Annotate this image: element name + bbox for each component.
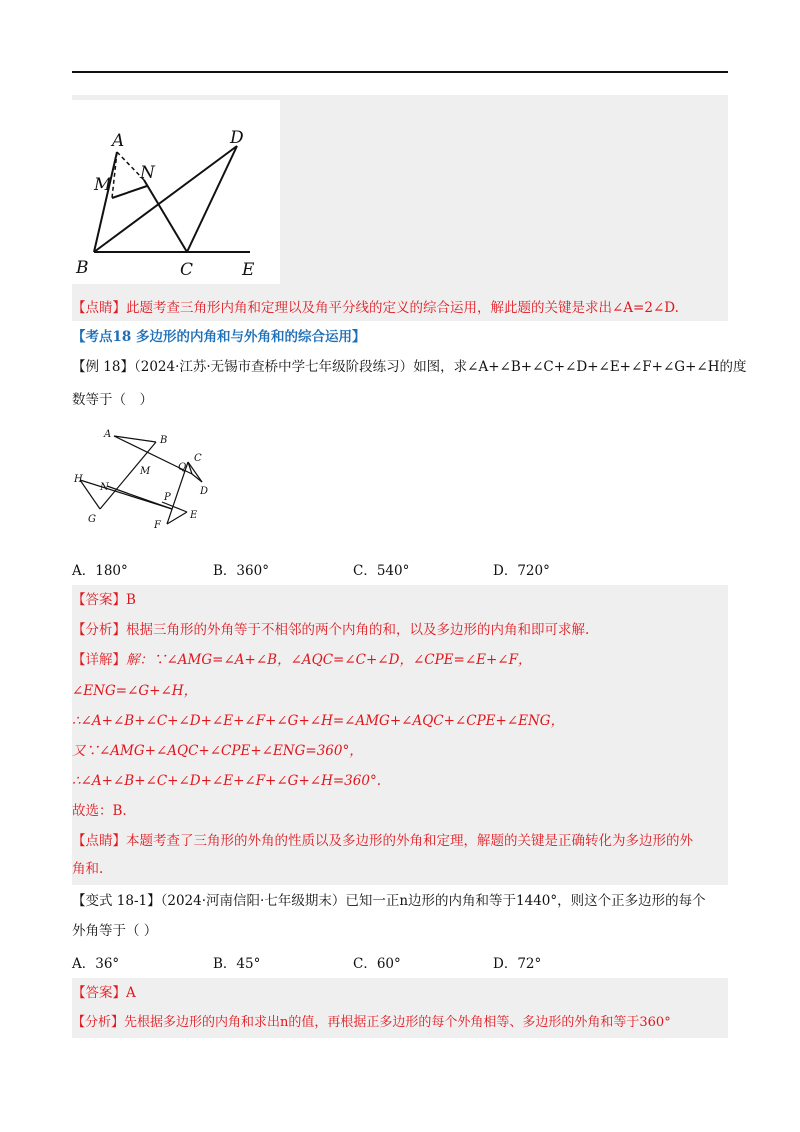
ex18-tag: 【例 18】 (72, 359, 134, 375)
fig1-label-C: C (180, 260, 194, 280)
p1-tag: 【点睛】 (72, 300, 126, 316)
fig1-label-E: E (242, 260, 255, 280)
fig1-label-D: D (230, 128, 244, 148)
ex18-option-d[interactable]: D．720° (493, 563, 550, 579)
ex18-option-a[interactable]: A．180° (72, 563, 128, 579)
ex18-detail-line2: ∠ENG=∠G+∠H， (72, 683, 198, 699)
p1-remark (72, 298, 679, 318)
ex18-analysis-text: 根据三角形的外角等于不相邻的两个内角的和，以及多边形的内角和即可求解. (126, 622, 590, 638)
ex18-source: （2024·江苏·无锡市查桥中学七年级阶段练习） (133, 359, 414, 375)
fig2-label-Q: Q (178, 462, 187, 473)
ex18-detail-line1 (72, 650, 532, 670)
fig2-label-H: H (74, 474, 83, 485)
ex18-line2: 数等于（ ） (72, 392, 153, 408)
var18-answer-value: A (126, 985, 136, 1001)
var18-question-line1 (72, 891, 706, 911)
var18-option-a[interactable]: A．36° (72, 956, 120, 972)
ex18-line1: 如图，求∠A+∠B+∠C+∠D+∠E+∠F+∠G+∠H的度 (413, 359, 747, 375)
ex18-analysis (72, 620, 589, 640)
ex18-detail-line6: 故选：B. (72, 803, 127, 819)
fig2-label-C: C (194, 453, 202, 464)
fig2-label-P: P (164, 492, 171, 503)
header-rule (72, 71, 728, 73)
fig2-label-G: G (88, 514, 96, 525)
fig2-label-E: E (190, 510, 198, 521)
var18-tag: 【变式 18-1】 (72, 893, 161, 909)
ex18-point-line2: 角和. (72, 861, 104, 877)
var18-answer (72, 983, 136, 1003)
ex18-detail-line5: ∴∠A+∠B+∠C+∠D+∠E+∠F+∠G+∠H=360°. (72, 773, 381, 789)
var18-option-d[interactable]: D．72° (493, 956, 542, 972)
var18-analysis (72, 1013, 671, 1033)
ex18-answer-tag: 【答案】 (72, 592, 126, 608)
var18-analysis-tag: 【分析】 (72, 1015, 125, 1030)
fig1-label-N: N (140, 163, 155, 183)
var18-line2: 外角等于（ ） (72, 923, 158, 939)
fig2-label-F: F (154, 520, 161, 531)
ex18-detail-line4: 又∵∠AMG+∠AQC+∠CPE+∠ENG=360°， (72, 743, 363, 759)
figure-triangle-bisector (72, 100, 280, 284)
figure-eight-angles (72, 424, 222, 534)
var18-option-b[interactable]: B．45° (213, 956, 261, 972)
p1-text: 此题考查三角形内角和定理以及角平分线的定义的综合运用，解此题的关键是求出∠A=2∠D. (126, 300, 679, 316)
fig2-label-M: M (140, 466, 151, 477)
ex18-detail-tag: 【详解】 (72, 652, 126, 668)
ex18-answer (72, 590, 136, 610)
var18-line1: 已知一正n边形的内角和等于1440°，则这个正多边形的每个 (345, 893, 706, 909)
ex18-point-text: 本题考查了三角形的外角的性质以及多边形的外角和定理，解题的关键是正确转化为多边形的外 (126, 833, 693, 849)
ex18-answer-value: B (126, 592, 136, 608)
ex18-detail-line3: ∴∠A+∠B+∠C+∠D+∠E+∠F+∠G+∠H=∠AMG+∠AQC+∠CPE+∠ENG， (72, 713, 565, 729)
ex18-point-tag: 【点睛】 (72, 833, 126, 849)
var18-source: （2024·河南信阳·七年级期末） (160, 893, 346, 909)
ex18-question-line1 (72, 357, 746, 377)
fig2-label-B: B (160, 435, 168, 446)
fig2-label-A: A (104, 429, 112, 440)
ex18-analysis-tag: 【分析】 (72, 622, 126, 638)
fig1-label-A: A (112, 131, 125, 151)
fig1-label-M: M (94, 175, 112, 195)
ex18-detail-text1: 解：∵∠AMG=∠A+∠B，∠AQC=∠C+∠D，∠CPE=∠E+∠F， (126, 652, 532, 668)
ex18-point-line1 (72, 831, 693, 851)
section-title: 【考点18 多边形的内角和与外角和的综合运用】 (72, 329, 366, 345)
ex18-option-b[interactable]: B．360° (213, 563, 269, 579)
var18-analysis-text: 先根据多边形的内角和求出n的值，再根据正多边形的每个外角相等、多边形的外角和等于360° (124, 1015, 671, 1030)
fig1-label-B: B (76, 258, 89, 278)
var18-option-c[interactable]: C．60° (353, 956, 401, 972)
fig2-label-N: N (100, 482, 109, 493)
ex18-option-c[interactable]: C．540° (353, 563, 410, 579)
fig2-label-D: D (200, 486, 209, 497)
var18-answer-tag: 【答案】 (72, 985, 126, 1001)
